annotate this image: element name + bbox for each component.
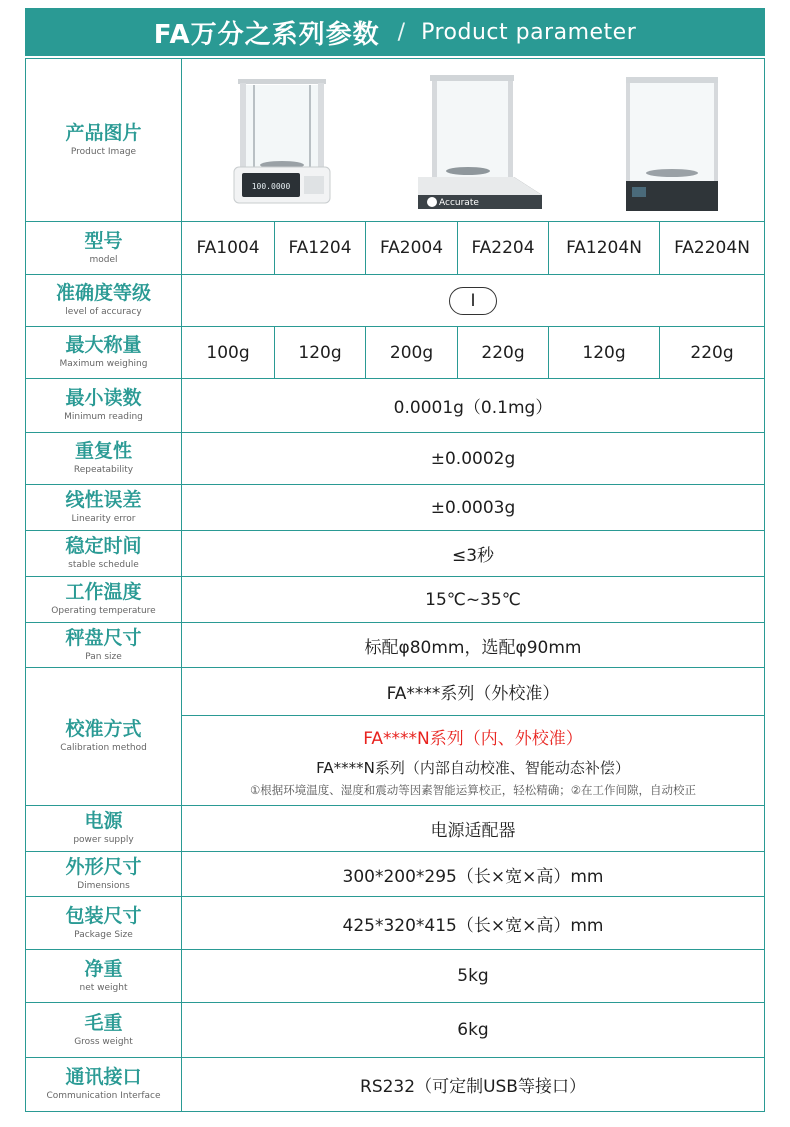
external-calibration: FA****系列（外校准） [182, 668, 764, 716]
label-zh: 稳定时间 [65, 535, 142, 558]
balance-display-text: 100.0000 [251, 182, 291, 191]
max-weight-cell: 120g [275, 327, 366, 378]
net-weight-row [25, 950, 765, 1003]
min-reading-row [25, 379, 765, 433]
title-chinese: FA万分之系列参数 [153, 19, 380, 50]
max-weighing-cells [182, 327, 764, 378]
row-label [26, 485, 182, 530]
label-zh: 线性误差 [65, 489, 142, 512]
label-en: Gross weight [74, 1036, 133, 1047]
model-cell: FA1004 [182, 222, 275, 274]
label-zh: 净重 [84, 957, 123, 980]
row-label [26, 59, 182, 221]
row-value: ≤3秒 [451, 546, 495, 566]
max-weight-cell: 100g [182, 327, 275, 378]
row-label [26, 1058, 182, 1111]
label-zh: 校准方式 [65, 718, 142, 741]
row-value: 6kg [457, 1020, 489, 1040]
accuracy-value [182, 275, 764, 326]
label-en: stable schedule [68, 560, 139, 571]
row-value: 300*200*295（长×宽×高）mm [342, 866, 604, 887]
model-cell: FA2004 [366, 222, 458, 274]
dimensions-row [25, 852, 765, 897]
row-label [26, 327, 182, 378]
row-value: 15℃~35℃ [425, 589, 521, 610]
operating-temp-row [25, 577, 765, 623]
model-cell: FA2204 [458, 222, 549, 274]
row-value: 电源适配器 [430, 821, 516, 841]
label-zh: 包装尺寸 [65, 904, 142, 927]
stable-time-row [25, 531, 765, 577]
max-weighing-row [25, 327, 765, 379]
label-zh: 最小读数 [65, 387, 142, 410]
row-value: ±0.0002g [430, 448, 516, 469]
title-separator: / [397, 19, 406, 45]
label-zh: 电源 [84, 810, 123, 833]
row-label [26, 433, 182, 484]
calibration-row [25, 668, 765, 806]
label-en: level of accuracy [65, 307, 142, 318]
model-cells [182, 222, 764, 274]
row-label [26, 623, 182, 667]
product-image-row [25, 58, 765, 222]
label-zh: 毛重 [84, 1011, 123, 1034]
row-label [26, 531, 182, 576]
label-zh: 秤盘尺寸 [65, 626, 142, 649]
label-en: model [89, 254, 118, 265]
balance-image-1 [224, 73, 339, 213]
model-cell: FA1204 [275, 222, 366, 274]
label-zh: 重复性 [74, 440, 132, 463]
row-label [26, 668, 182, 805]
gross-weight-row [25, 1003, 765, 1058]
internal-calibration-highlight: FA****N系列（内、外校准） [363, 728, 583, 749]
label-en: Package Size [74, 929, 133, 940]
package-size-row [25, 897, 765, 950]
label-en: Dimensions [77, 880, 130, 891]
row-label [26, 806, 182, 851]
accuracy-row [25, 275, 765, 327]
model-cell: FA2204N [674, 238, 750, 258]
repeatability-row [25, 433, 765, 485]
label-zh: 最大称量 [65, 334, 142, 357]
internal-calibration-desc: FA****N系列（内部自动校准、智能动态补偿） [316, 758, 630, 777]
row-value: 标配φ80mm，选配φ90mm [364, 637, 582, 658]
label-en: Maximum weighing [59, 359, 148, 370]
row-value: 425*320*415（长×宽×高）mm [342, 915, 604, 936]
row-label [26, 852, 182, 896]
parameter-sheet [25, 8, 765, 1112]
model-row [25, 222, 765, 275]
label-en: Minimum reading [64, 412, 143, 423]
label-en: Operating temperature [51, 606, 156, 617]
pan-size-row [25, 623, 765, 668]
row-value: RS232（可定制USB等接口） [360, 1077, 586, 1097]
label-en: Communication Interface [46, 1091, 161, 1102]
linearity-row [25, 485, 765, 531]
internal-calibration [182, 716, 764, 805]
label-zh: 外形尺寸 [65, 855, 142, 878]
balance-image-2 [410, 73, 550, 213]
row-label [26, 222, 182, 274]
calibration-note: ①根据环境温度、湿度和震动等因素智能运算校正，轻松精确；②在工作间隙，自动校正 [249, 782, 697, 797]
row-label [26, 577, 182, 622]
label-en: Pan size [85, 651, 122, 662]
power-supply-row [25, 806, 765, 852]
label-en: Product Image [70, 146, 137, 157]
row-label [26, 950, 182, 1002]
label-zh: 准确度等级 [55, 282, 151, 305]
row-value: 5kg [457, 966, 489, 986]
label-en: Repeatability [73, 465, 134, 476]
calibration-values [182, 668, 764, 805]
product-images [182, 59, 764, 221]
row-label [26, 897, 182, 949]
label-zh: 产品图片 [65, 121, 142, 144]
max-weight-cell: 220g [690, 342, 734, 363]
label-en: Calibration method [60, 743, 147, 754]
title-bar [25, 8, 765, 56]
model-cell: FA1204N [549, 222, 660, 274]
label-zh: 型号 [84, 229, 123, 252]
communication-row [25, 1058, 765, 1112]
max-weight-cell: 220g [458, 327, 549, 378]
balance-brand-text: Accurate [439, 198, 480, 208]
max-weight-cell: 120g [549, 327, 660, 378]
max-weight-cell: 200g [366, 327, 458, 378]
label-zh: 工作温度 [65, 581, 142, 604]
label-en: net weight [79, 982, 128, 993]
accuracy-grade-badge: I [449, 287, 497, 315]
title-english: Product parameter [421, 19, 637, 45]
label-en: power supply [73, 835, 134, 846]
row-label [26, 275, 182, 326]
row-value: 0.0001g（0.1mg） [393, 398, 553, 418]
balance-image-3 [622, 73, 722, 213]
row-label [26, 1003, 182, 1057]
label-zh: 通讯接口 [65, 1066, 142, 1089]
row-label [26, 379, 182, 432]
row-value: ±0.0003g [430, 497, 516, 518]
label-en: Linearity error [71, 514, 136, 525]
